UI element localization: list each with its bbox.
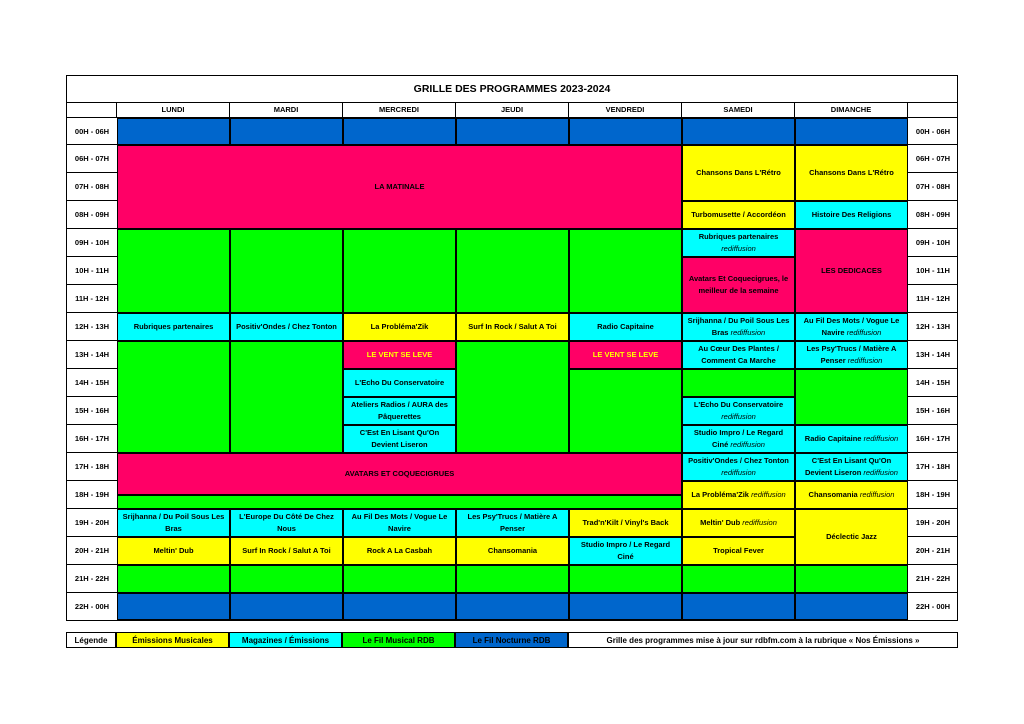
- time-label: 16H - 17H: [908, 425, 958, 453]
- time-label: 13H - 14H: [67, 341, 117, 369]
- time-label: 09H - 10H: [67, 229, 117, 257]
- program-cell: Surf In Rock / Salut A Toi: [230, 537, 343, 565]
- program-cell: [682, 118, 795, 145]
- program-cell: [795, 118, 908, 145]
- program-cell: La Probléma'Zik: [343, 313, 456, 341]
- program-cell: Srijhanna / Du Poil Sous Les Bras: [117, 509, 230, 537]
- time-label: 20H - 21H: [908, 537, 958, 565]
- program-cell: C'Est En Lisant Qu'On Devient Liseron rediffusion: [795, 453, 908, 481]
- time-label: 13H - 14H: [908, 341, 958, 369]
- program-cell: C'Est En Lisant Qu'On Devient Liseron: [343, 425, 456, 453]
- program-cell: L'Echo Du Conservatoire rediffusion: [682, 397, 795, 425]
- program-cell: [230, 118, 343, 145]
- program-cell: [343, 593, 456, 620]
- time-label: 19H - 20H: [67, 509, 117, 537]
- program-cell: [456, 229, 569, 313]
- program-cell: Chansomania: [456, 537, 569, 565]
- time-label: 00H - 06H: [67, 118, 117, 145]
- legend-fil-musical: Le Fil Musical RDB: [342, 632, 455, 648]
- program-cell: Turbomusette / Accordéon: [682, 201, 795, 229]
- time-label: 20H - 21H: [67, 537, 117, 565]
- time-label: 14H - 15H: [67, 369, 117, 397]
- program-cell: LE VENT SE LEVE: [569, 341, 682, 369]
- program-cell: [456, 593, 569, 620]
- program-cell: [117, 118, 230, 145]
- header-blank-left: [67, 102, 117, 118]
- program-cell: Ateliers Radios / AURA des Pâquerettes: [343, 397, 456, 425]
- program-cell: Histoire Des Religions: [795, 201, 908, 229]
- program-cell: L'Europe Du Côté De Chez Nous: [230, 509, 343, 537]
- time-label: 17H - 18H: [67, 453, 117, 481]
- program-cell: LE VENT SE LEVE: [343, 341, 456, 369]
- program-cell: Meltin' Dub rediffusion: [682, 509, 795, 537]
- program-cell: [343, 229, 456, 313]
- day-header-wednesday: MERCREDI: [343, 102, 456, 118]
- program-cell: [117, 593, 230, 620]
- time-label: 10H - 11H: [908, 257, 958, 285]
- program-cell: La Probléma'Zik rediffusion: [682, 481, 795, 509]
- program-cell: Radio Capitaine: [569, 313, 682, 341]
- header-blank-right: [908, 102, 957, 118]
- program-cell: Studio Impro / Le Regard Ciné rediffusion: [682, 425, 795, 453]
- program-cell: [230, 341, 343, 453]
- program-cell: Srijhanna / Du Poil Sous Les Bras rediffusion: [682, 313, 795, 341]
- program-cell: Surf In Rock / Salut A Toi: [456, 313, 569, 341]
- time-label: 19H - 20H: [908, 509, 958, 537]
- day-header-friday: VENDREDI: [569, 102, 682, 118]
- program-cell: [795, 565, 908, 593]
- time-label: 06H - 07H: [908, 145, 958, 173]
- program-cell: Les Psy'Trucs / Matière A Penser: [456, 509, 569, 537]
- time-label: 00H - 06H: [908, 118, 958, 145]
- time-label: 07H - 08H: [908, 173, 958, 201]
- program-cell: [795, 593, 908, 620]
- program-cell: Avatars Et Coquecigrues, le meilleur de la semaine: [682, 257, 795, 313]
- time-label: 16H - 17H: [67, 425, 117, 453]
- time-label: 18H - 19H: [908, 481, 958, 509]
- program-cell: [456, 341, 569, 453]
- day-header-thursday: JEUDI: [456, 102, 569, 118]
- day-header-tuesday: MARDI: [230, 102, 343, 118]
- program-cell: Rubriques partenaires rediffusion: [682, 229, 795, 257]
- program-cell: [569, 229, 682, 313]
- time-label: 21H - 22H: [67, 565, 117, 593]
- program-cell: [343, 565, 456, 593]
- program-cell: AVATARS ET COQUECIGRUES: [117, 453, 682, 495]
- time-label: 08H - 09H: [908, 201, 958, 229]
- program-grid: [66, 75, 958, 621]
- program-cell: Les Psy'Trucs / Matière A Penser rediffusion: [795, 341, 908, 369]
- time-label: 22H - 00H: [915, 602, 951, 611]
- program-cell: Au Fil Des Mots / Vogue Le Navire: [343, 509, 456, 537]
- day-header-saturday: SAMEDI: [682, 102, 795, 118]
- program-cell: [343, 118, 456, 145]
- day-header-sunday: DIMANCHE: [795, 102, 908, 118]
- time-label: 15H - 16H: [908, 397, 958, 425]
- program-cell: [117, 341, 230, 453]
- program-cell: [456, 118, 569, 145]
- time-label: 14H - 15H: [908, 369, 958, 397]
- program-cell: Au Cœur Des Plantes / Comment Ca Marche: [682, 341, 795, 369]
- legend-label: Légende: [66, 632, 116, 648]
- program-cell: LA MATINALE: [117, 145, 682, 229]
- legend-emissions-musicales: Émissions Musicales: [116, 632, 229, 648]
- time-label: 10H - 11H: [67, 257, 117, 285]
- program-cell: [117, 229, 230, 313]
- grid-title: GRILLE DES PROGRAMMES 2023-2024: [67, 76, 957, 103]
- legend-magazines: Magazines / Émissions: [229, 632, 342, 648]
- program-cell: LES DEDICACES: [795, 229, 908, 313]
- program-cell: Tropical Fever: [682, 537, 795, 565]
- program-cell: [230, 593, 343, 620]
- time-label: 15H - 16H: [67, 397, 117, 425]
- time-label: 07H - 08H: [67, 173, 117, 201]
- program-cell: [117, 495, 682, 509]
- program-cell: [682, 593, 795, 620]
- program-cell: [569, 593, 682, 620]
- legend-fil-nocturne: Le Fil Nocturne RDB: [455, 632, 568, 648]
- program-cell: [230, 229, 343, 313]
- program-cell: [795, 369, 908, 425]
- program-cell: Déclectic Jazz: [795, 509, 908, 565]
- program-cell: Radio Capitaine rediffusion: [795, 425, 908, 453]
- program-cell: Trad'n'Kilt / Vinyl's Back: [569, 509, 682, 537]
- program-cell: Positiv'Ondes / Chez Tonton: [230, 313, 343, 341]
- program-cell: [569, 369, 682, 453]
- program-cell: Au Fil Des Mots / Vogue Le Navire rediffusion: [795, 313, 908, 341]
- day-header-monday: LUNDI: [117, 102, 230, 118]
- program-cell: [456, 565, 569, 593]
- program-cell: [569, 565, 682, 593]
- legend-note: Grille des programmes mise à jour sur rdbfm.com à la rubrique « Nos Émissions »: [568, 632, 958, 648]
- time-label: 18H - 19H: [67, 481, 117, 509]
- time-label: 12H - 13H: [67, 313, 117, 341]
- program-cell: Chansons Dans L'Rétro: [795, 145, 908, 201]
- time-label: 12H - 13H: [908, 313, 958, 341]
- program-cell: L'Echo Du Conservatoire: [343, 369, 456, 397]
- program-cell: Studio Impro / Le Regard Ciné: [569, 537, 682, 565]
- program-cell: [682, 369, 795, 397]
- program-cell: Chansons Dans L'Rétro: [682, 145, 795, 201]
- time-label: 11H - 12H: [67, 285, 117, 313]
- program-cell: [682, 565, 795, 593]
- time-label: 22H - 00H: [74, 602, 110, 611]
- time-label: 06H - 07H: [67, 145, 117, 173]
- time-label: 11H - 12H: [908, 285, 958, 313]
- program-cell: Rock A La Casbah: [343, 537, 456, 565]
- program-cell: Rubriques partenaires: [117, 313, 230, 341]
- time-label: 17H - 18H: [908, 453, 958, 481]
- time-label: 08H - 09H: [67, 201, 117, 229]
- program-cell: [117, 565, 230, 593]
- time-label: 09H - 10H: [908, 229, 958, 257]
- program-cell: Positiv'Ondes / Chez Tonton rediffusion: [682, 453, 795, 481]
- program-cell: Meltin' Dub: [117, 537, 230, 565]
- time-label: 21H - 22H: [908, 565, 958, 593]
- program-cell: [569, 118, 682, 145]
- program-cell: [230, 565, 343, 593]
- program-cell: Chansomania rediffusion: [795, 481, 908, 509]
